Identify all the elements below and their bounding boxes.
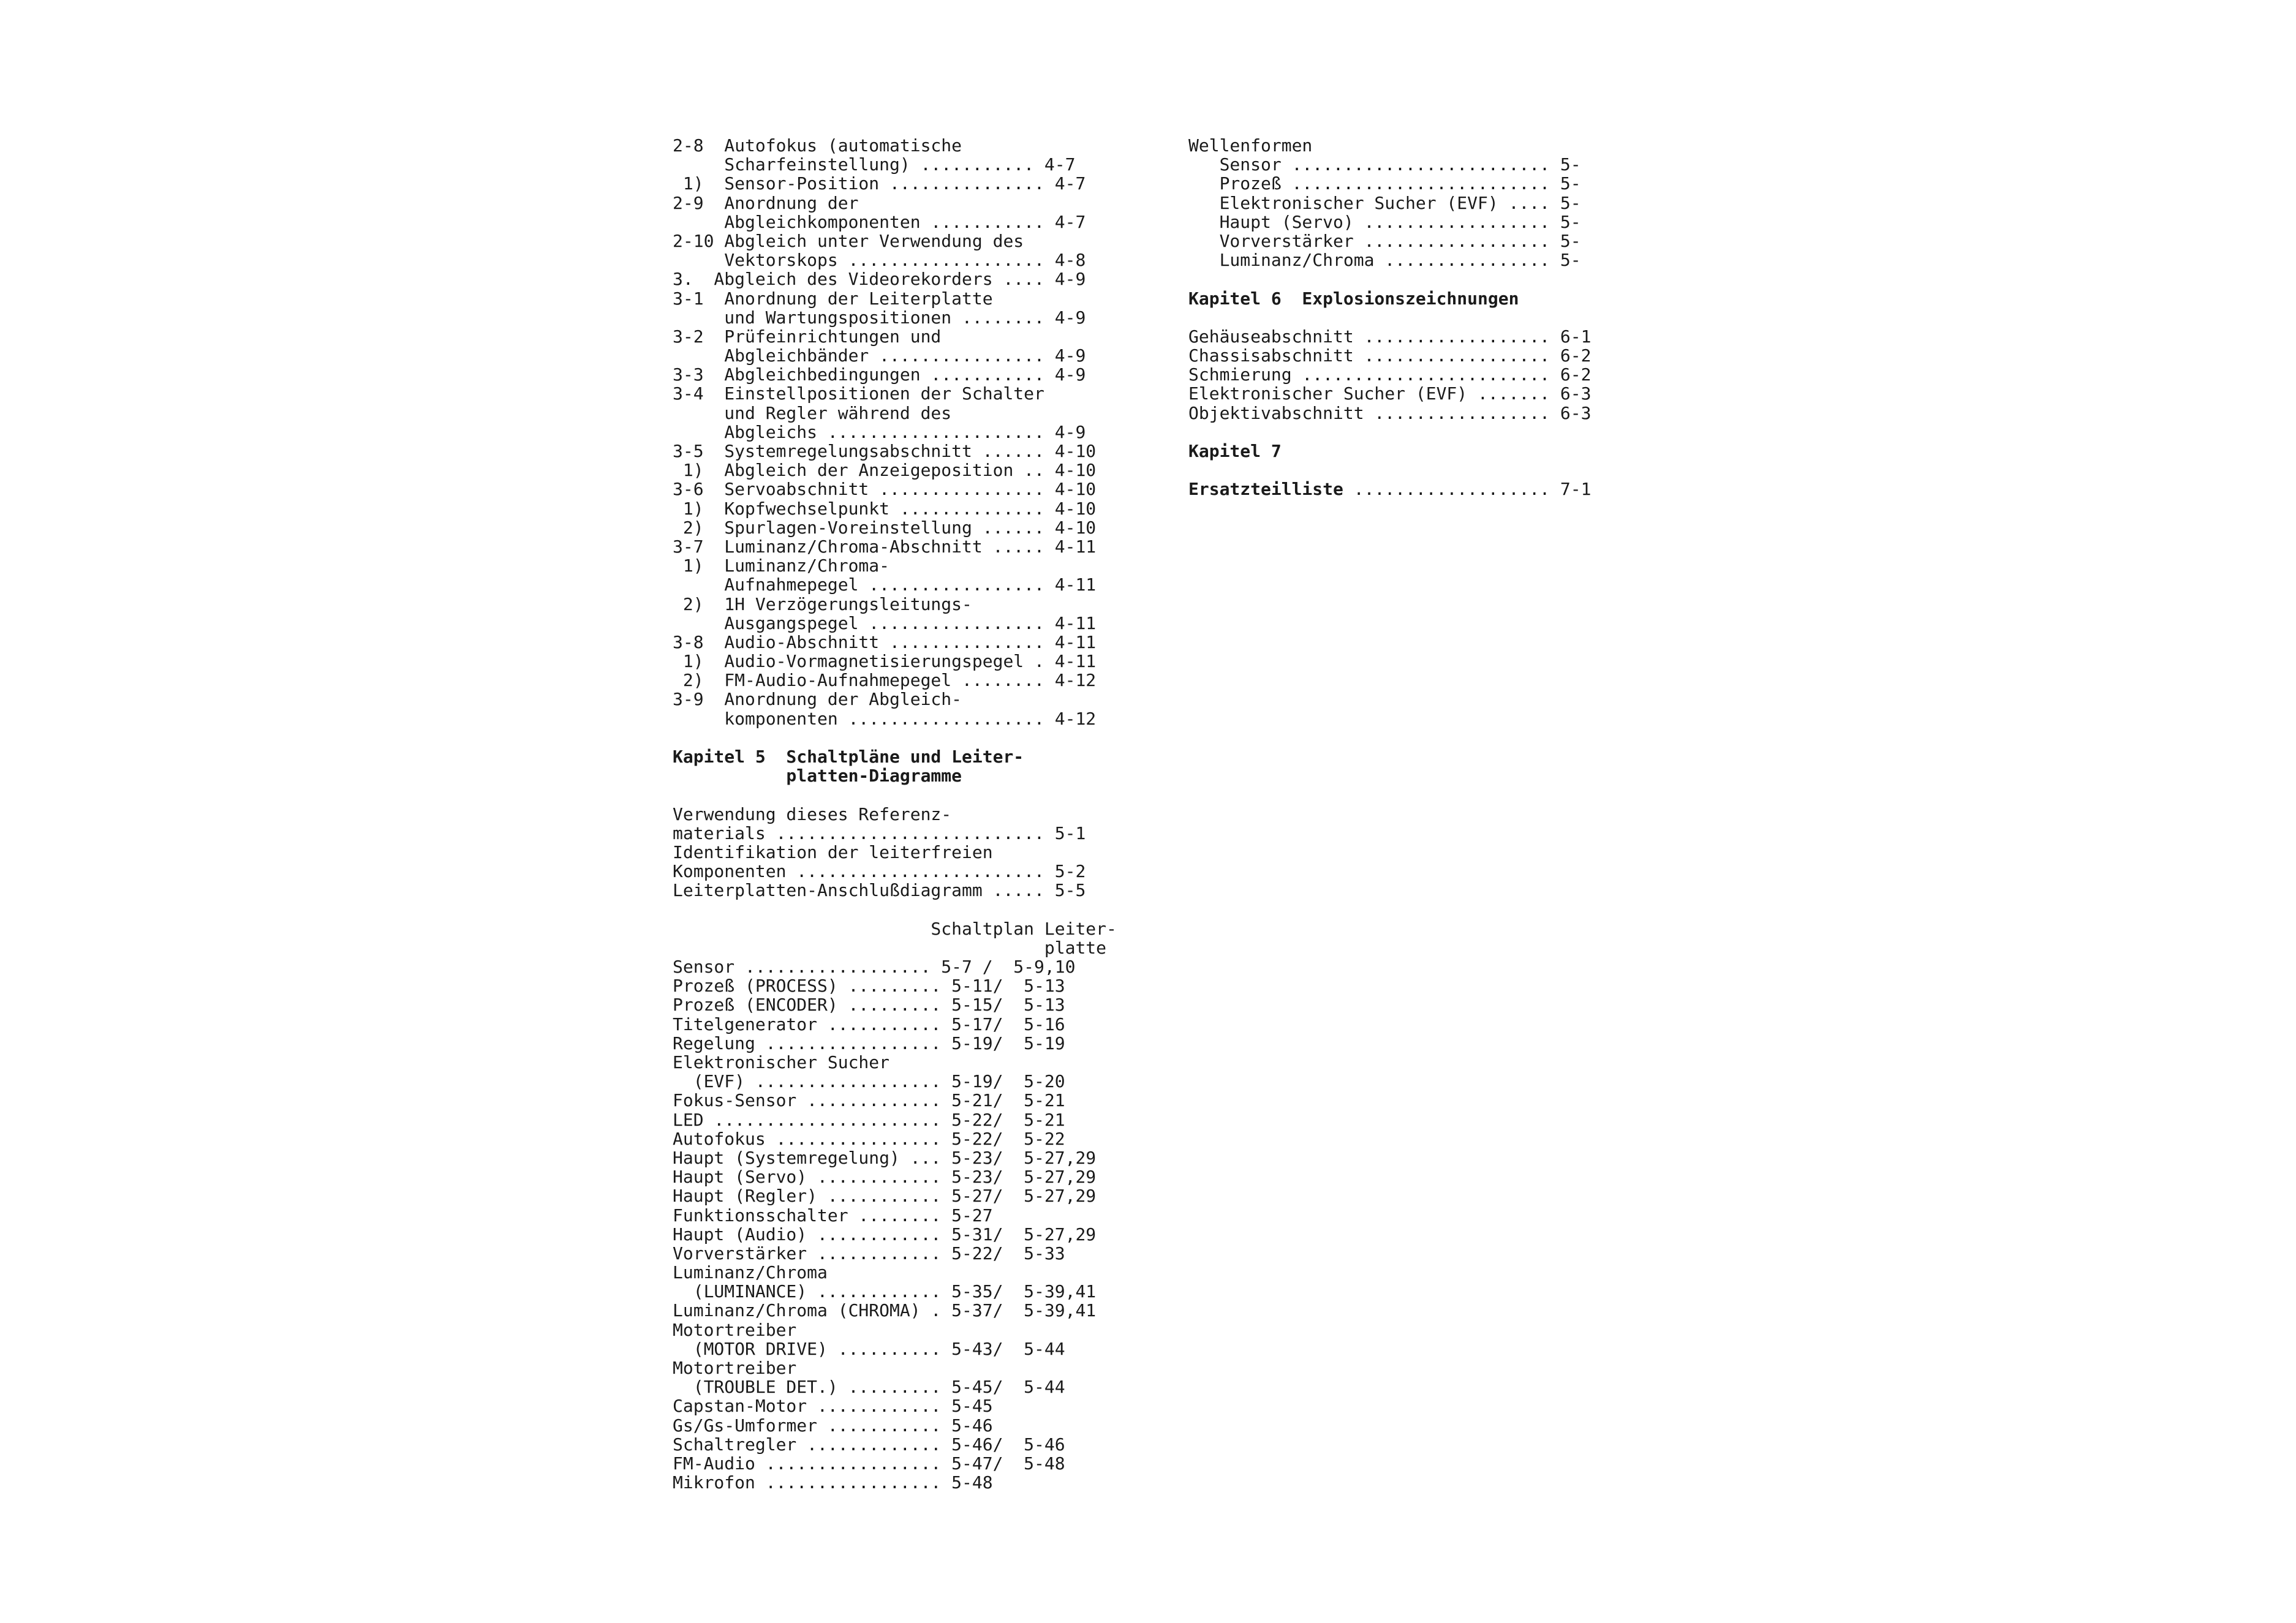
toc-entry: Titelgenerator ........... 5-17/ 5-16	[673, 1014, 1065, 1034]
chapter-heading	[1188, 442, 1672, 461]
toc-entry: 3-5 Systemregelungsabschnitt ...... 4-10	[673, 441, 1097, 461]
toc-entry: 3. Abgleich des Videorekorders .... 4-9	[673, 269, 1086, 290]
toc-entry: Luminanz/Chroma (CHROMA) . 5-37/ 5-39,41	[673, 1300, 1097, 1321]
toc-entry: Autofokus ................ 5-22/ 5-22	[673, 1128, 1065, 1149]
toc-entry: Sensor .................. 5-7 / 5-9,10	[673, 957, 1076, 977]
toc-entry: 3-7 Luminanz/Chroma-Abschnitt ..... 4-11	[673, 536, 1097, 557]
toc-entry: Ausgangspegel ................. 4-11	[673, 612, 1097, 633]
toc-entry: (EVF) .................. 5-19/ 5-20	[673, 1071, 1065, 1092]
toc-entry: Schaltplan Leiter-	[673, 918, 1117, 939]
toc-entry: Luminanz/Chroma	[673, 1262, 828, 1283]
toc-entry: 3-6 Servoabschnitt ................ 4-10	[673, 479, 1097, 500]
toc-entry: 3-1 Anordnung der Leiterplatte	[673, 288, 993, 309]
toc-entry: Verwendung dieses Referenz-	[673, 804, 952, 824]
toc-entry: Mikrofon ................. 5-48	[673, 1472, 993, 1493]
spacer	[673, 728, 1144, 747]
toc-entry: 1) Sensor-Position ............... 4-7	[673, 173, 1086, 194]
toc-entry: 3-3 Abgleichbedingungen ........... 4-9	[673, 364, 1086, 385]
toc-entry: Fokus-Sensor ............. 5-21/ 5-21	[673, 1090, 1065, 1111]
spacer	[673, 900, 1144, 919]
toc-column-right	[1188, 136, 1672, 499]
chapter-heading-text: Kapitel 6 Explosionszeichnungen	[1188, 288, 1519, 309]
toc-entry: Haupt (Servo) ............ 5-23/ 5-27,29	[673, 1167, 1097, 1188]
toc-entry: Chassisabschnitt .................. 6-2	[1188, 345, 1592, 366]
toc-entry: Luminanz/Chroma ................ 5-	[1188, 250, 1581, 271]
toc-entry: Haupt (Regler) ........... 5-27/ 5-27,29	[673, 1186, 1097, 1207]
toc-entry: Prozeß ......................... 5-	[1188, 173, 1581, 194]
toc-entry: Leiterplatten-Anschlußdiagramm ..... 5-5	[673, 880, 1086, 901]
toc-entry: Vorverstärker ............ 5-22/ 5-33	[673, 1243, 1065, 1263]
chapter-heading	[1188, 480, 1672, 499]
toc-entry: Elektronischer Sucher (EVF) ....... 6-3	[1188, 383, 1592, 404]
toc-entry: Komponenten ........................ 5-2	[673, 861, 1086, 882]
toc-entry: Elektronischer Sucher (EVF) .... 5-	[1188, 192, 1581, 213]
toc-entry: Prozeß (PROCESS) ......... 5-11/ 5-13	[673, 976, 1065, 996]
toc-entry: 2) FM-Audio-Aufnahmepegel ........ 4-12	[673, 670, 1097, 691]
toc-entry: 1) Audio-Vormagnetisierungspegel . 4-11	[673, 651, 1097, 672]
chapter-heading-text: Ersatzteilliste	[1188, 479, 1343, 500]
toc-entry: 3-4 Einstellpositionen der Schalter	[673, 383, 1044, 404]
toc-entry: und Regler während des	[673, 402, 952, 423]
toc-entry: 2) 1H Verzögerungsleitungs-	[673, 593, 972, 614]
chapter-heading-text: platten-Diagramme	[673, 766, 962, 786]
chapter-heading-text: Kapitel 7	[1188, 441, 1282, 461]
toc-entry: Vektorskops ................... 4-8	[673, 250, 1086, 271]
toc-entry: 3-9 Anordnung der Abgleich-	[673, 689, 962, 710]
toc-entry: Abgleichbänder ................ 4-9	[673, 345, 1086, 366]
toc-entry: 2-8 Autofokus (automatische	[673, 135, 962, 156]
toc-entry: 1) Abgleich der Anzeigeposition .. 4-10	[673, 460, 1097, 481]
toc-entry: 2-9 Anordnung der	[673, 192, 859, 213]
toc-entry: Schmierung ........................ 6-2	[1188, 364, 1592, 385]
toc-entry: 2) Spurlagen-Voreinstellung ...... 4-10	[673, 517, 1097, 538]
toc-entry: Capstan-Motor ............ 5-45	[673, 1396, 993, 1417]
toc-entry: Regelung ................. 5-19/ 5-19	[673, 1033, 1065, 1053]
toc-entry: 3-2 Prüfeinrichtungen und	[673, 326, 942, 347]
chapter-heading	[673, 747, 1144, 766]
toc-entry: Abgleichs ..................... 4-9	[673, 421, 1086, 442]
toc-entry: Vorverstärker .................. 5-	[1188, 230, 1581, 251]
toc-entry: Elektronischer Sucher	[673, 1052, 890, 1072]
toc-entry: materials .......................... 5-1	[673, 823, 1086, 843]
toc-entry: LED ...................... 5-22/ 5-21	[673, 1109, 1065, 1130]
toc-entry: und Wartungspositionen ........ 4-9	[673, 307, 1086, 328]
toc-entry: 1) Luminanz/Chroma-	[673, 555, 890, 576]
toc-entry: 2-10 Abgleich unter Verwendung des	[673, 230, 1024, 251]
toc-entry: Haupt (Audio) ............ 5-31/ 5-27,29	[673, 1224, 1097, 1245]
chapter-heading	[1188, 289, 1672, 308]
toc-entry: (MOTOR DRIVE) .......... 5-43/ 5-44	[673, 1338, 1065, 1359]
toc-entry: Gehäuseabschnitt .................. 6-1	[1188, 326, 1592, 347]
spacer	[1188, 461, 1672, 480]
spacer	[1188, 308, 1672, 327]
toc-entry: Haupt (Servo) .................. 5-	[1188, 211, 1581, 232]
toc-entry: Sensor ......................... 5-	[1188, 154, 1581, 175]
chapter-heading	[673, 766, 1144, 785]
toc-entry: Scharfeinstellung) ........... 4-7	[673, 154, 1076, 175]
toc-entry: Funktionsschalter ........ 5-27	[673, 1205, 993, 1226]
spacer	[1188, 269, 1672, 288]
toc-entry: 1) Kopfwechselpunkt .............. 4-10	[673, 498, 1097, 519]
toc-entry: Haupt (Systemregelung) ... 5-23/ 5-27,29	[673, 1147, 1097, 1168]
toc-entry: Aufnahmepegel ................. 4-11	[673, 574, 1097, 595]
toc-entry: platte	[673, 937, 1107, 958]
toc-entry: Schaltregler ............. 5-46/ 5-46	[673, 1434, 1065, 1455]
toc-entry: Wellenformen	[1188, 135, 1313, 156]
toc-entry: FM-Audio ................. 5-47/ 5-48	[673, 1453, 1065, 1474]
toc-entry: (TROUBLE DET.) ......... 5-45/ 5-44	[673, 1377, 1065, 1398]
toc-entry: Gs/Gs-Umformer ........... 5-46	[673, 1415, 993, 1436]
toc-entry: Prozeß (ENCODER) ......... 5-15/ 5-13	[673, 995, 1065, 1015]
toc-entry: komponenten ................... 4-12	[673, 708, 1097, 729]
toc-entry: Identifikation der leiterfreien	[673, 842, 993, 862]
toc-entry: (LUMINANCE) ............ 5-35/ 5-39,41	[673, 1281, 1097, 1302]
toc-entry: Motortreiber	[673, 1358, 797, 1378]
spacer	[673, 785, 1144, 804]
toc-entry: Abgleichkomponenten ........... 4-7	[673, 211, 1086, 232]
toc-entry: 3-8 Audio-Abschnitt ............... 4-11	[673, 631, 1097, 652]
spacer	[1188, 423, 1672, 442]
chapter-heading-page: ................... 7-1	[1343, 479, 1592, 500]
chapter-heading-text: Kapitel 5 Schaltpläne und Leiter-	[673, 747, 1024, 767]
toc-entry: Objektivabschnitt ................. 6-3	[1188, 402, 1592, 423]
toc-column-left	[673, 136, 1144, 1492]
toc-entry: Motortreiber	[673, 1319, 797, 1340]
